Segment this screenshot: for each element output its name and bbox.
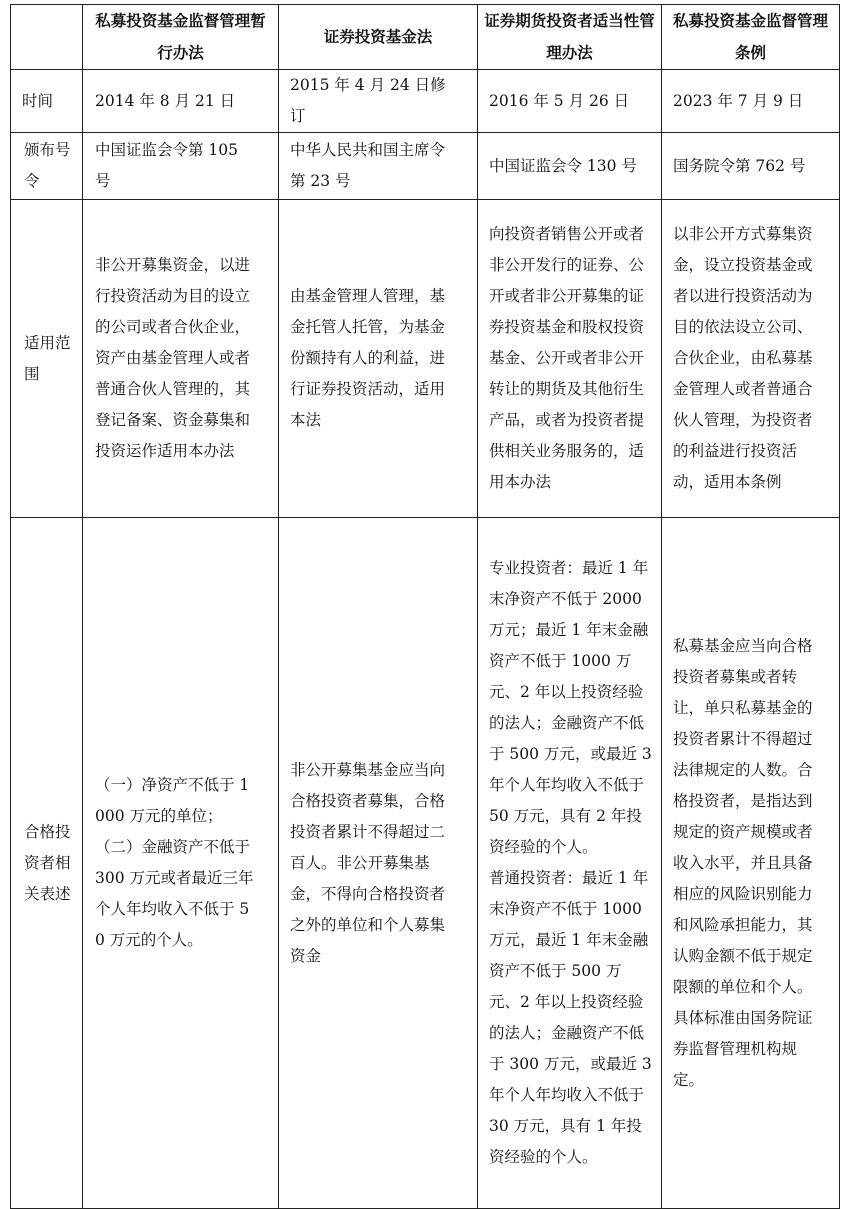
table-cell: 国务院令第 762 号	[662, 133, 840, 200]
header-cell-suitability-measures: 证券期货投资者适当性管理办法	[478, 5, 662, 70]
header-cell-fund-law: 证券投资基金法	[279, 5, 478, 70]
table-cell: 2015 年 4 月 24 日修订	[279, 70, 478, 133]
table-cell: 2016 年 5 月 26 日	[478, 70, 662, 133]
table-cell: 专业投资者：最近 1 年末净资产不低于 2000 万元；最近 1 年末金融资产不低于 1000 万元、2 年以上投资经验的法人；金融资产不低于 500 万元，或最近 3 年个人年均收入不低于 50 万元，具有 2 年投资经验的个人。 普通投资者：最近 1 年末净资产不低于 1000 万元，最近 1 年末金融资产不低于 500 万元、2 年以上投资经验的法人；金融资产不低于 300 万元，或最近 3 年个人年均收入不低于 30 万元，具有 1 年投资经验的个人。	[478, 518, 662, 1209]
table-cell: 中华人民共和国主席令第 23 号	[279, 133, 478, 200]
row-label: 合格投资者相关表述	[11, 518, 83, 1209]
table-cell: 非公开募集资金，以进行投资活动为目的设立的公司或者合伙企业，资产由基金管理人或者普通合伙人管理的，其登记备案、资金募集和投资运作适用本办法	[83, 200, 279, 518]
table-cell: 中国证监会令第 105 号	[83, 133, 279, 200]
table-cell: （一）净资产不低于 1000 万元的单位； （二）金融资产不低于 300 万元或者最近三年个人年均收入不低于 50 万元的个人。	[83, 518, 279, 1209]
table-cell: 中国证监会令 130 号	[478, 133, 662, 200]
table-cell: 私募基金应当向合格投资者募集或者转让，单只私募基金的投资者累计不得超过法律规定的人数。合格投资者，是指达到规定的资产规模或者收入水平，并且具备相应的风险识别能力和风险承担能力，其认购金额不低于规定限额的单位和个人。具体标准由国务院证券监督管理机构规定。	[662, 518, 840, 1209]
table-row	[11, 518, 840, 1209]
table-cell: 以非公开方式募集资金，设立投资基金或者以进行投资活动为目的依法设立公司、合伙企业，由私募基金管理人或者普通合伙人管理，为投资者的利益进行投资活动，适用本条例	[662, 200, 840, 518]
table-cell: 向投资者销售公开或者非公开发行的证券、公开或者非公开募集的证券投资基金和股权投资基金、公开或者非公开转让的期货及其他衍生产品，或者为投资者提供相关业务服务的，适用本办法	[478, 200, 662, 518]
row-label: 颁布号令	[11, 133, 83, 200]
table-row	[11, 200, 840, 518]
row-label: 适用范围	[11, 200, 83, 518]
header-row	[11, 5, 840, 70]
table-cell: 非公开募集基金应当向合格投资者募集，合格投资者累计不得超过二百人。非公开募集基金，不得向合格投资者之外的单位和个人募集资金	[279, 518, 478, 1209]
table-row	[11, 70, 840, 133]
header-cell-empty	[11, 5, 83, 70]
table-cell: 由基金管理人管理，基金托管人托管，为基金份额持有人的利益，进行证券投资活动，适用本法	[279, 200, 478, 518]
table-cell: 2023 年 7 月 9 日	[662, 70, 840, 133]
table-row	[11, 133, 840, 200]
header-cell-interim-measures: 私募投资基金监督管理暂行办法	[83, 5, 279, 70]
table-cell: 2014 年 8 月 21 日	[83, 70, 279, 133]
header-cell-regulations: 私募投资基金监督管理条例	[662, 5, 840, 70]
regulation-comparison-table	[10, 4, 840, 1209]
row-label: 时间	[11, 70, 83, 133]
